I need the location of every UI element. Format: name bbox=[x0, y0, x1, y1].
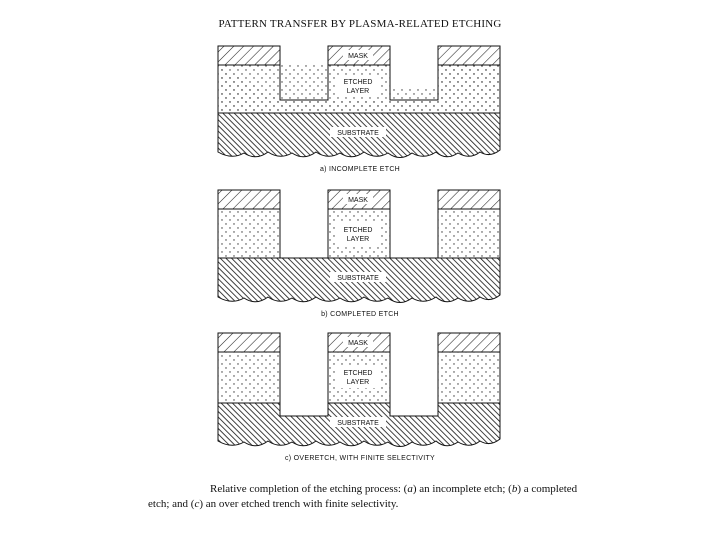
mask-right bbox=[438, 333, 500, 352]
etched-layer-left bbox=[218, 352, 280, 403]
mask-right bbox=[438, 190, 500, 209]
caption-italic-b: b bbox=[511, 483, 518, 495]
caption-text-3: ) a completed etch; and ( bbox=[148, 483, 578, 510]
etched-layer-label-line1: ETCHED bbox=[343, 79, 373, 86]
mask-right bbox=[438, 46, 500, 65]
mask-label: MASK bbox=[348, 340, 368, 347]
etched-layer-label-line2: LAYER bbox=[346, 88, 370, 95]
caption-text-4: ) an over etched trench with finite selectivity. bbox=[199, 498, 399, 510]
etched-layer-label-line1: ETCHED bbox=[343, 227, 373, 234]
mask-label: MASK bbox=[348, 53, 368, 60]
caption-text-2: ) an incomplete etch; ( bbox=[412, 483, 512, 495]
etched-layer-label-line1: ETCHED bbox=[343, 370, 373, 377]
etched-layer-label-line2: LAYER bbox=[346, 236, 370, 243]
substrate-label: SUBSTRATE bbox=[337, 130, 379, 137]
panel-c-diagram bbox=[200, 326, 520, 456]
etched-layer-label-line2: LAYER bbox=[346, 379, 370, 386]
panel-a-label: a) INCOMPLETE ETCH bbox=[319, 166, 401, 173]
panel-b-diagram bbox=[200, 182, 520, 312]
caption-text-1: Relative completion of the etching process: ( bbox=[210, 483, 408, 495]
substrate-label: SUBSTRATE bbox=[337, 420, 379, 427]
panel-a-diagram bbox=[200, 40, 520, 170]
mask-left bbox=[218, 190, 280, 209]
figure-title: PATTERN TRANSFER BY PLASMA-RELATED ETCHING bbox=[218, 18, 502, 30]
caption-italic-a: a bbox=[407, 483, 413, 495]
etched-layer-right bbox=[438, 209, 500, 258]
substrate-label: SUBSTRATE bbox=[337, 275, 379, 282]
mask-left bbox=[218, 333, 280, 352]
etched-layer-right bbox=[438, 352, 500, 403]
mask-label: MASK bbox=[348, 197, 368, 204]
panel-c-label: c) OVERETCH, WITH FINITE SELECTIVITY bbox=[284, 455, 436, 462]
figure-caption bbox=[148, 482, 588, 512]
mask-left bbox=[218, 46, 280, 65]
panel-b-label: b) COMPLETED ETCH bbox=[321, 311, 399, 318]
caption-italic-c: c bbox=[194, 498, 200, 510]
etched-layer-left bbox=[218, 209, 280, 258]
